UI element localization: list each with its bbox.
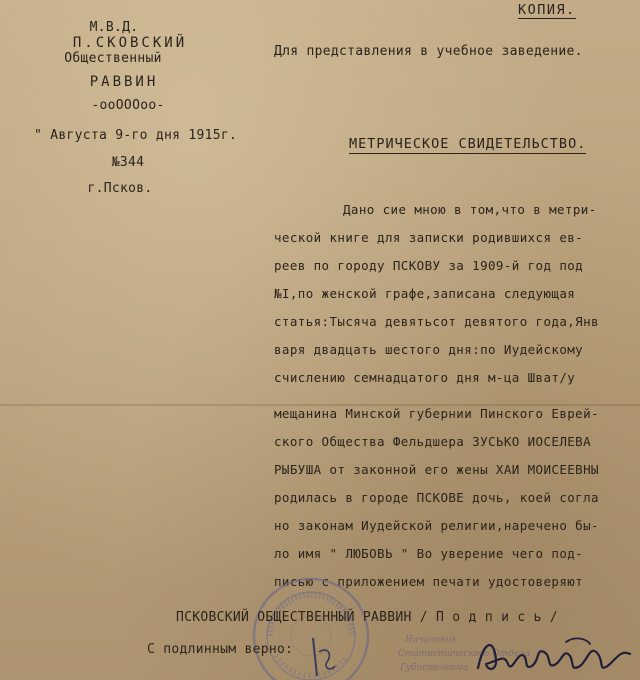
rabbi-role: Общественный bbox=[64, 51, 162, 66]
document-title: МЕТРИЧЕСКОЕ СВИДЕТЕЛЬСТВО. bbox=[349, 136, 587, 152]
body-line: статья:Тысяча девятьсот девятого года,Янв bbox=[274, 314, 599, 329]
body-line: счислению семнадцатого дня м-ца Шват/у bbox=[274, 370, 576, 385]
body-line: мещанина Минской губернии Пинского Еврей- bbox=[274, 406, 599, 421]
handwritten-signature bbox=[470, 630, 635, 680]
body-line: писью с приложением печати удостоверяют bbox=[274, 574, 584, 589]
verified-label: С подлинным верно: bbox=[147, 642, 294, 657]
body-line: РЫБУША от законной его жены ХАИ МОИСЕЕВНЫ bbox=[274, 462, 599, 477]
faint-stamp-text: Статистического Отдела bbox=[398, 649, 531, 659]
copy-label: КОПИЯ. bbox=[518, 2, 576, 18]
faint-stamp-text: Губисполкома bbox=[400, 663, 469, 673]
ministry-label: М.В.Д. bbox=[89, 20, 139, 35]
body-line: но законам Иудейской религии,наречено бы- bbox=[274, 518, 599, 533]
purpose-line: Для представления в учебное заведение. bbox=[274, 44, 583, 59]
body-line: реев по городу ПСКОВУ за 1909-й год под bbox=[274, 258, 584, 273]
body-line: варя двадцать шестого дня:по Иудейскому bbox=[274, 342, 584, 357]
faint-stamp-text: Начальник bbox=[405, 635, 457, 645]
header-ornament: -ооОООоо- bbox=[91, 98, 165, 113]
rabbi-signature-line: ПСКОВСКИЙ ОБЩЕСТВЕННЫЙ РАВВИН / П о д п и с ь / bbox=[176, 610, 558, 625]
issue-date: " Августа 9-го дня 1915г. bbox=[34, 128, 238, 143]
handwritten-mark bbox=[305, 632, 345, 680]
document-number: №344 bbox=[111, 155, 145, 170]
body-line: ческой книге для записки родившихся ев- bbox=[274, 230, 584, 245]
body-line: №I,по женской графе,записана следующая bbox=[274, 286, 576, 301]
city-heading: П.СКОВСКИЙ bbox=[72, 35, 188, 51]
issue-place: г.Псков. bbox=[87, 181, 153, 196]
body-line: ло имя " ЛЮБОВЬ " Во уверение чего под- bbox=[274, 546, 584, 561]
rabbi-title: РАВВИН bbox=[89, 74, 159, 90]
body-line: ского Общества Фельдшера ЗУСЬКО ИОСЕЛЕВА bbox=[274, 434, 592, 449]
body-line: Дано сие мною в том,что в метри- bbox=[343, 202, 597, 217]
body-line: родилась в городе ПСКОВЕ дочь, коей согла bbox=[274, 490, 599, 505]
